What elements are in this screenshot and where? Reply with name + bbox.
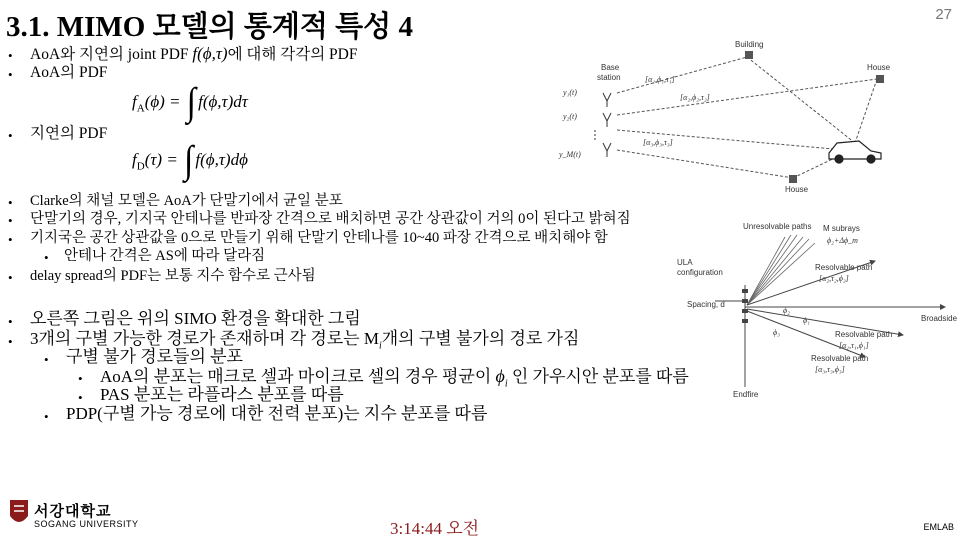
broadside-label: Broadside [921, 314, 958, 323]
footer-time: 3:14:44 오전 [390, 519, 480, 538]
y1-label: y₁(t) [563, 88, 577, 97]
university-logo: 서강대학교 SOGANG UNIVERSITY [8, 498, 30, 533]
spacing-label: Spacing, d [687, 300, 725, 309]
configuration-label: configuration [677, 268, 723, 277]
building-icon [745, 51, 753, 59]
bullet-marker: • [78, 390, 83, 405]
phi1-label: ϕ₁ [803, 316, 810, 325]
ula-label: ULA [677, 258, 693, 267]
bullet-basestation: 기지국은 공간 상관값을 0으로 만들기 위해 단말기 안테나를 10~40 파장 간격으로 배치해야 함 [30, 230, 608, 246]
resolvable-path-label-2: Resolvable path [815, 263, 873, 272]
phi2-label: ϕ₂ [783, 306, 790, 315]
house-icon [876, 75, 884, 83]
bullet-marker: • [8, 314, 13, 329]
bullet-marker: • [8, 334, 13, 349]
bullet-three-paths: 3개의 구별 가능한 경로가 존재하며 각 경로는 $M_i$개의 구별 불가의 경로 가짐 [30, 329, 580, 352]
station-label: station [597, 73, 621, 82]
house-icon [789, 175, 797, 183]
bullet-marker: • [44, 352, 49, 367]
integral-sign: ∫ [186, 81, 197, 124]
footer-lab: EMLAB [923, 522, 954, 532]
m-subrays-label: M subrays [823, 224, 860, 233]
sogang-crest-icon [8, 498, 30, 528]
formula-fa: $f_A(\phi)$ = ∫ f(ϕ,τ)dτ [132, 81, 248, 124]
bullet-marker: • [8, 128, 13, 143]
car-icon [829, 141, 881, 163]
bullet-marker: • [44, 250, 49, 265]
path1-params: [α₁,ϕ₁,τ₁] [645, 75, 675, 84]
page-number: 27 [935, 6, 952, 23]
subrays-fan [747, 235, 815, 305]
path2-params: [α₂,τ₂,ϕ₂] [819, 274, 849, 283]
unresolvable-paths-label: Unresolvable paths [743, 222, 812, 231]
bullet-marker: • [8, 48, 13, 63]
path1-params: [α₁,τ₁,ϕ₁] [839, 341, 869, 350]
bullet-clarke: Clarke의 채널 모델은 AoA가 단말기에서 균일 분포 [30, 193, 343, 209]
multipath-figure [555, 35, 895, 195]
path3-params: [α₃,ϕ₃,τ₃] [643, 138, 673, 147]
resolvable-path-label-1: Resolvable path [835, 330, 893, 339]
phi3-label: ϕ₃ [773, 328, 780, 337]
ula-figure [675, 215, 960, 400]
page-title: 3.1. MIMO 모델의 통계적 특성 4 [6, 11, 413, 43]
building-label: Building [735, 40, 764, 49]
y2-label: y₂(t) [563, 112, 577, 121]
bullet-marker: • [8, 67, 13, 82]
bullet-terminal: 단말기의 경우, 기지국 안테나를 반파장 간격으로 배치하면 공간 상관값이 거의 0이 된다고 밝혀짐 [30, 211, 631, 227]
bullet-unresolvable-dist: 구별 불가 경로들의 분포 [66, 347, 243, 366]
bullet-delay-spread: delay spread의 PDF는 보통 지수 함수로 근사됨 [30, 268, 316, 284]
phi2-delta-label: ϕ₂+Δϕ_m [827, 236, 858, 245]
path2-params: [α₂,ϕ₂,τ₂] [680, 93, 710, 102]
endfire-label: Endfire [733, 390, 759, 399]
bullet-marker: • [8, 195, 13, 210]
resolvable-path-label-3: Resolvable path [811, 354, 869, 363]
bullet-aoa-pdf: AoA의 PDF [30, 64, 108, 81]
house-label-bottom: House [785, 185, 809, 194]
house-label-top: House [867, 63, 891, 72]
bullet-marker: • [78, 371, 83, 386]
bullet-simo: 오른쪽 그림은 위의 SIMO 환경을 확대한 그림 [30, 309, 361, 328]
bullet-joint-pdf: AoA와 지연의 joint PDF f(ϕ,τ)에 대해 각각의 PDF [30, 44, 358, 63]
antenna-array-icon [603, 93, 611, 157]
bullet-pas-laplace: PAS 분포는 라플라스 분포를 따름 [100, 385, 344, 404]
bullet-pdp-exponential: PDP(구별 가능 경로에 대한 전력 분포)는 지수 분포를 따름 [66, 404, 488, 423]
bullet-marker: • [8, 270, 13, 285]
path3-params: [α₃,τ₃,ϕ₃] [815, 365, 845, 374]
bullet-delay-pdf: 지연의 PDF [30, 125, 108, 142]
yM-label: y_M(t) [559, 150, 581, 159]
bullet-antenna-spacing: 안테나 간격은 AS에 따라 달라짐 [64, 248, 266, 264]
bullet-marker: • [44, 409, 49, 424]
base-label: Base [601, 63, 620, 72]
bullet-aoa-gaussian: AoA의 분포는 매크로 셀과 마이크로 셀의 경우 평균이 $\phi_i$ 인 가우시안 분포를 따름 [100, 366, 689, 390]
bullet-marker: • [8, 232, 13, 247]
formula-fd: $f_D(\tau)$ = ∫ f(ϕ,τ)dϕ [132, 139, 248, 182]
integral-sign: ∫ [184, 139, 194, 182]
bullet-marker: • [8, 213, 13, 228]
